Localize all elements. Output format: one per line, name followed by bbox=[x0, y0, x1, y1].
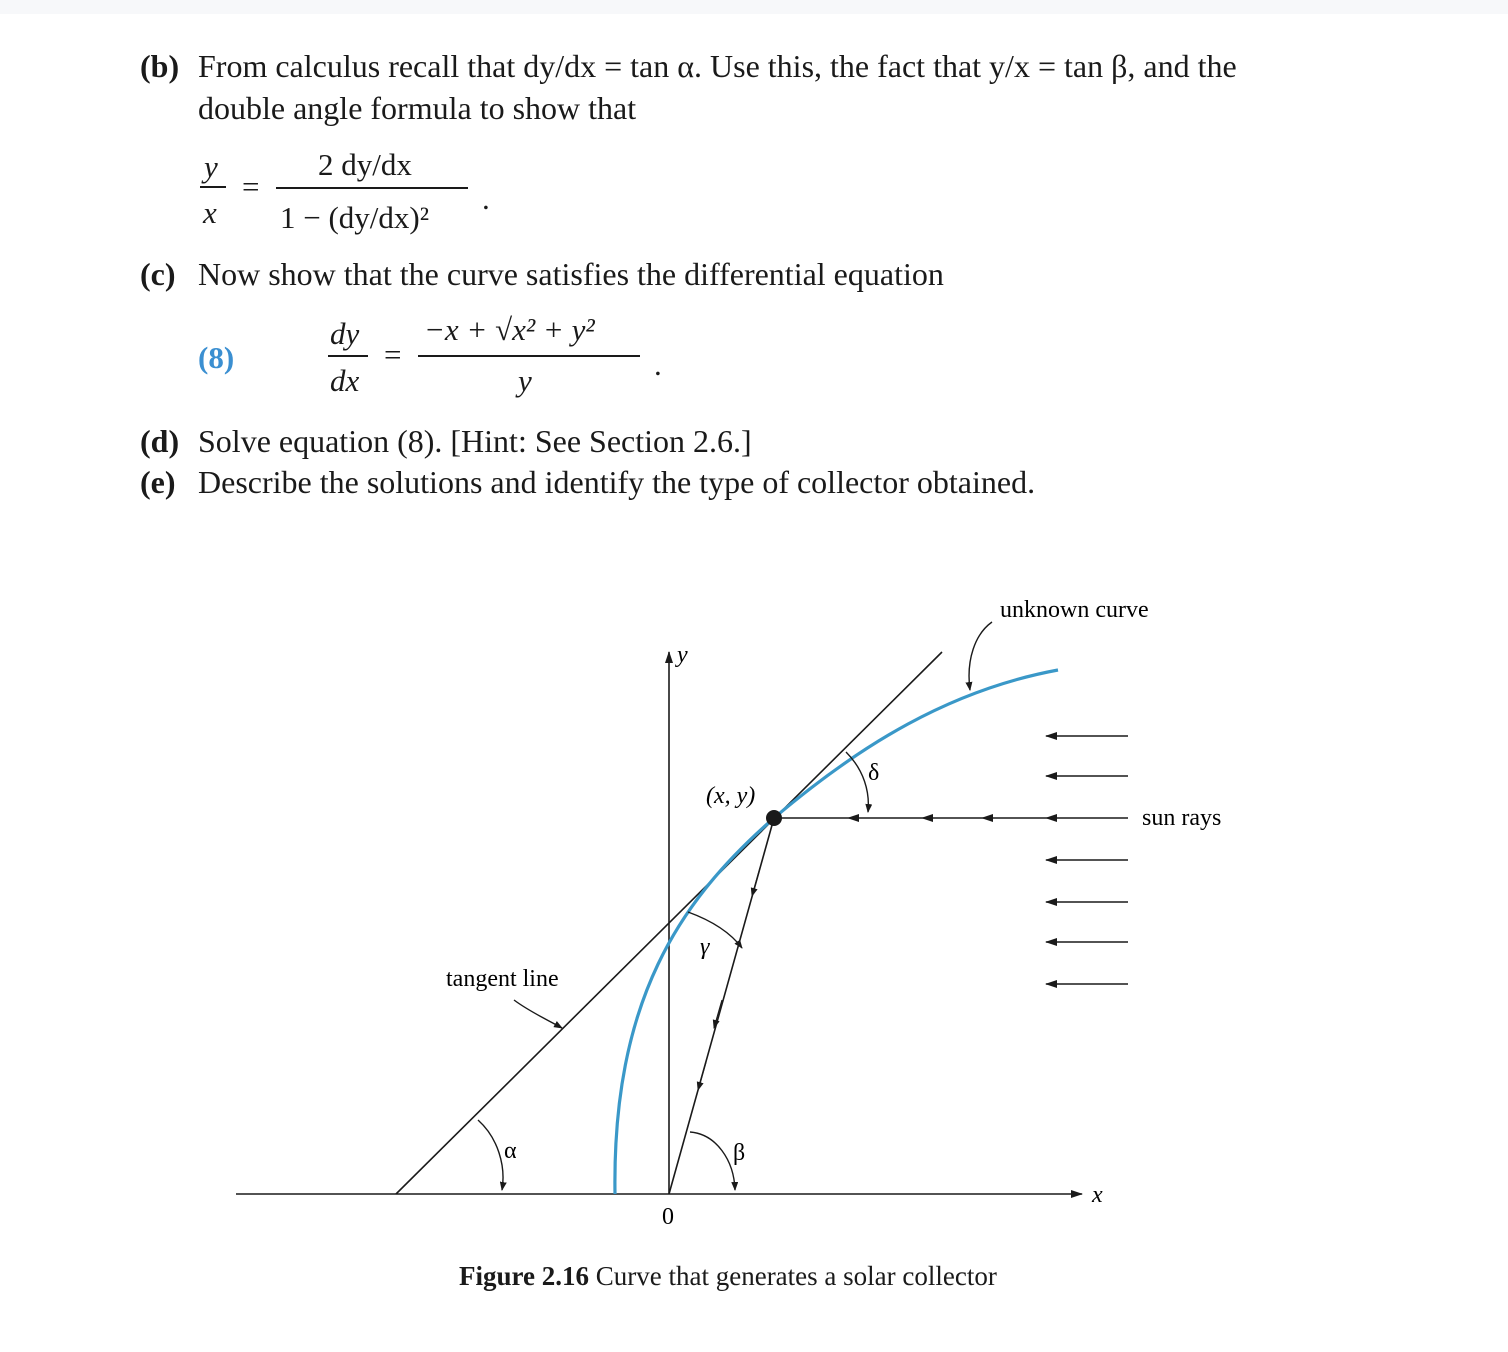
unknown-curve-pointer bbox=[969, 622, 992, 690]
figure-caption-text: Curve that generates a solar collector bbox=[595, 1261, 997, 1291]
eq-b-lhs-numerator: y bbox=[204, 149, 218, 184]
gamma-label: γ bbox=[700, 934, 710, 960]
eq-b-lhs-fraction-bar bbox=[200, 186, 226, 188]
point-label: (x, y) bbox=[706, 783, 756, 809]
origin-label: 0 bbox=[662, 1204, 674, 1230]
figure-caption bbox=[459, 1260, 997, 1292]
beta-label: β bbox=[733, 1140, 746, 1166]
unknown-curve-label: unknown curve bbox=[1000, 597, 1149, 623]
reflected-ray-arrow-3 bbox=[698, 1062, 706, 1090]
eq-b-lhs-denominator: x bbox=[203, 195, 217, 230]
page-top-strip bbox=[0, 0, 1508, 14]
y-axis-label: y bbox=[677, 642, 688, 668]
eq-b-rhs-numerator: 2 dy/dx bbox=[318, 147, 412, 182]
part-b-line1: From calculus recall that dy/dx = tan α. Use this, the fact that y/x = tan β, and the bbox=[198, 48, 1237, 84]
reflected-ray-arrow-2 bbox=[714, 1000, 722, 1028]
unknown-curve bbox=[615, 670, 1058, 1194]
sun-rays-label: sun rays bbox=[1142, 805, 1222, 831]
solar-collector-figure bbox=[0, 540, 1508, 1260]
eq-b-rhs-fraction-bar bbox=[276, 187, 468, 189]
tangent-line-pointer bbox=[514, 1000, 562, 1028]
equation-number-8[interactable]: (8) bbox=[198, 340, 235, 375]
gamma-angle-arc bbox=[688, 912, 742, 948]
eq-8-period: . bbox=[654, 347, 662, 382]
part-c-text: Now show that the curve satisfies the differential equation bbox=[198, 256, 944, 292]
eq-8-rhs-fraction-bar bbox=[418, 355, 640, 357]
eq-8-rhs-denominator: y bbox=[518, 363, 532, 398]
eq-8-rhs-numerator: −x + √x² + y² bbox=[424, 312, 595, 347]
tangent-line-label: tangent line bbox=[446, 966, 559, 992]
alpha-angle-arc bbox=[478, 1120, 503, 1190]
alpha-label: α bbox=[504, 1138, 517, 1164]
part-c-label: (c) bbox=[140, 256, 176, 292]
part-e-label: (e) bbox=[140, 464, 176, 500]
part-b-label: (b) bbox=[140, 48, 180, 84]
part-d-label: (d) bbox=[140, 423, 180, 459]
part-e-text: Describe the solutions and identify the type of collector obtained. bbox=[198, 464, 1036, 500]
part-d-text: Solve equation (8). [Hint: See Section 2.6.] bbox=[198, 423, 752, 459]
x-axis-label: x bbox=[1092, 1182, 1103, 1208]
eq-8-lhs-denominator: dx bbox=[330, 363, 360, 398]
eq-b-rhs-denominator: 1 − (dy/dx)² bbox=[280, 200, 430, 235]
part-b-line2: double angle formula to show that bbox=[198, 90, 637, 126]
eq-8-lhs-fraction-bar bbox=[328, 355, 368, 357]
figure-caption-number: Figure 2.16 bbox=[459, 1261, 589, 1291]
eq-8-lhs-numerator: dy bbox=[330, 316, 360, 351]
eq-8-equals: = bbox=[384, 337, 402, 372]
delta-label: δ bbox=[868, 760, 880, 786]
eq-b-equals: = bbox=[242, 169, 260, 204]
eq-b-period: . bbox=[482, 181, 490, 216]
beta-angle-arc bbox=[690, 1132, 735, 1190]
reflected-ray-arrow-1 bbox=[752, 868, 760, 896]
